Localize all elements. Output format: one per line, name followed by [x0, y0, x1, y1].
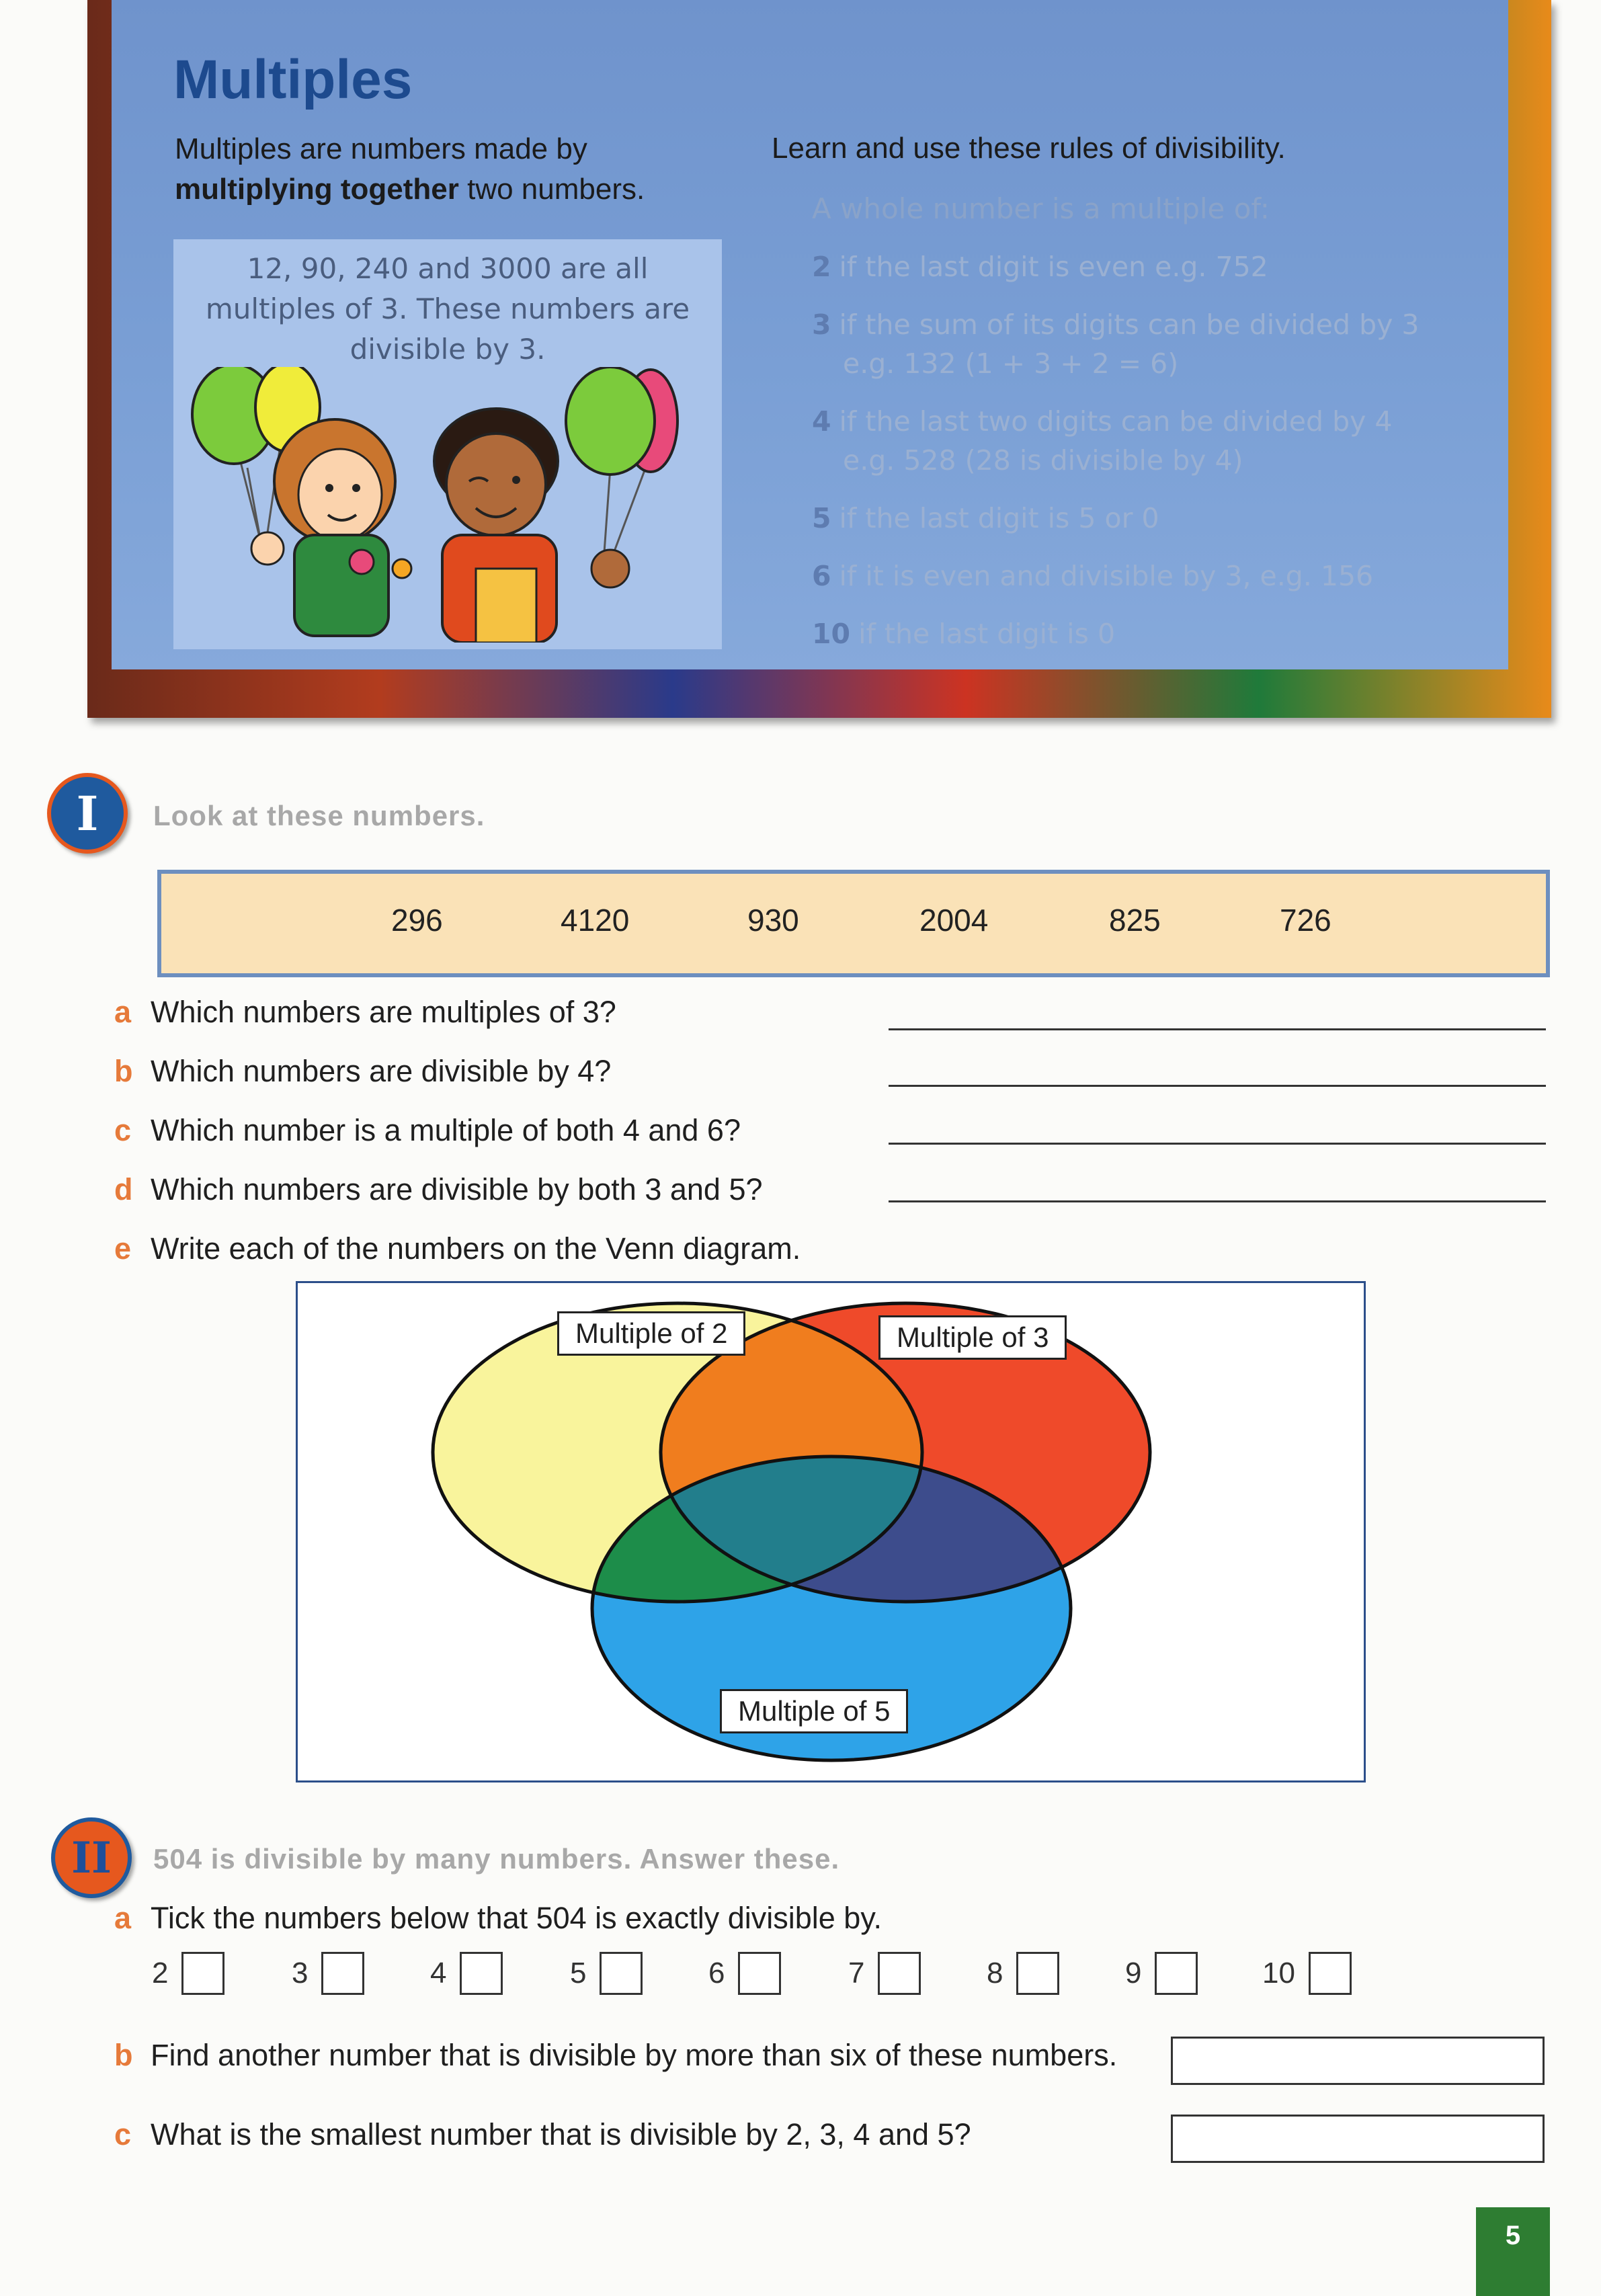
tick-item-2 [152, 1952, 224, 1995]
rule-item [812, 557, 1484, 596]
question-text: Which number is a multiple of both 4 and 6? [151, 1113, 741, 1147]
intro-text [175, 129, 753, 210]
tick-number: 5 [570, 1957, 587, 1990]
tick-item-7 [848, 1952, 921, 1995]
tick-box[interactable] [1309, 1952, 1352, 1995]
tick-number: 10 [1262, 1957, 1295, 1990]
tick-item-4 [430, 1952, 503, 1995]
rule-text: if the last two digits can be divided by 4 [839, 405, 1393, 438]
rule-example: e.g. 528 (28 is divisible by 4) [843, 444, 1243, 477]
question-text: Which numbers are multiples of 3? [151, 995, 616, 1029]
question-letter: a [114, 1901, 132, 1935]
rule-number: 5 [812, 502, 831, 534]
tick-box[interactable] [321, 1952, 364, 1995]
question-1a [114, 995, 616, 1030]
tick-item-5 [570, 1952, 643, 1995]
question-2c [114, 2117, 971, 2152]
numbers-strip [157, 870, 1550, 977]
question-1b [114, 1054, 611, 1089]
question-1c [114, 1113, 741, 1148]
rule-text: if the last digit is 5 or 0 [839, 502, 1159, 534]
tick-item-6 [708, 1952, 781, 1995]
tick-box[interactable] [1016, 1952, 1059, 1995]
rule-item [812, 247, 1484, 286]
rule-number: 4 [812, 405, 831, 438]
number-item: 930 [747, 903, 799, 938]
question-letter: e [114, 1231, 132, 1266]
rule-number: 2 [812, 251, 831, 283]
page-title: Multiples [173, 49, 413, 110]
tick-box[interactable] [460, 1952, 503, 1995]
question-2a [114, 1901, 882, 1936]
tick-number: 7 [848, 1957, 865, 1990]
rule-item [812, 402, 1484, 480]
tick-box[interactable] [738, 1952, 781, 1995]
tick-item-9 [1125, 1952, 1198, 1995]
tick-box[interactable] [181, 1952, 224, 1995]
venn-label-multiple-of-2: Multiple of 2 [557, 1311, 745, 1356]
rules-lead: A whole number is a multiple of: [812, 192, 1270, 225]
question-1e [114, 1231, 800, 1266]
example-box [173, 239, 722, 649]
question-2b [114, 2038, 1117, 2073]
question-letter: a [114, 995, 132, 1029]
divisibility-rules-list [812, 247, 1484, 672]
rule-item [812, 305, 1484, 383]
rule-text: if it is even and divisible by 3, e.g. 156 [839, 560, 1374, 592]
tick-number: 9 [1125, 1957, 1142, 1990]
rule-number: 6 [812, 560, 831, 592]
venn-diagram[interactable] [296, 1281, 1366, 1782]
question-1d [114, 1172, 763, 1207]
answer-line-1b[interactable] [889, 1085, 1546, 1087]
section-1-title: Look at these numbers. [153, 800, 485, 831]
question-letter: b [114, 2038, 133, 2072]
tick-item-8 [987, 1952, 1059, 1995]
rule-example: e.g. 132 (1 + 3 + 2 = 6) [843, 347, 1179, 380]
answer-line-1c[interactable] [889, 1143, 1546, 1145]
question-text: Write each of the numbers on the Venn diagram. [151, 1231, 801, 1266]
answer-line-1d[interactable] [889, 1200, 1546, 1202]
rule-number: 3 [812, 309, 831, 341]
intro-rest: two numbers. [458, 173, 645, 206]
tick-box[interactable] [1155, 1952, 1198, 1995]
rule-number: 10 [812, 618, 851, 650]
rule-item [812, 499, 1484, 538]
intro-bold: multiplying together [175, 173, 459, 206]
question-letter: b [114, 1054, 133, 1088]
rule-text: if the last digit is 0 [858, 618, 1116, 650]
answer-box-2c[interactable] [1171, 2115, 1545, 2163]
tick-item-3 [292, 1952, 364, 1995]
rule-text: if the last digit is even e.g. 752 [839, 251, 1268, 283]
example-text: 12, 90, 240 and 3000 are all multiples of 3. These numbers are divisible by 3. [205, 252, 690, 366]
intro-line1: Multiples are numbers made by [175, 132, 587, 165]
venn-label-multiple-of-3: Multiple of 3 [878, 1315, 1067, 1360]
answer-box-2b[interactable] [1171, 2037, 1545, 2085]
section-badge-1: I [47, 773, 128, 854]
question-text: Find another number that is divisible by more than six of these numbers. [151, 2038, 1118, 2072]
number-item: 825 [1109, 903, 1161, 938]
tick-number: 2 [152, 1957, 169, 1990]
number-item: 4120 [561, 903, 630, 938]
question-text: What is the smallest number that is divisible by 2, 3, 4 and 5? [151, 2117, 971, 2151]
number-item: 2004 [919, 903, 989, 938]
number-item: 296 [391, 903, 443, 938]
answer-line-1a[interactable] [889, 1028, 1546, 1030]
rules-intro: Learn and use these rules of divisibility. [772, 132, 1286, 165]
question-letter: d [114, 1172, 133, 1206]
question-text: Which numbers are divisible by 4? [151, 1054, 612, 1088]
question-text: Which numbers are divisible by both 3 and 5? [151, 1172, 763, 1206]
question-letter: c [114, 2117, 132, 2151]
tick-number: 6 [708, 1957, 725, 1990]
number-item: 726 [1280, 903, 1331, 938]
rule-item [812, 614, 1484, 653]
question-text: Tick the numbers below that 504 is exactly divisible by. [151, 1901, 882, 1935]
tick-box[interactable] [600, 1952, 643, 1995]
children-balloons-illustration [180, 367, 715, 643]
venn-label-multiple-of-5: Multiple of 5 [720, 1689, 908, 1733]
tick-number: 3 [292, 1957, 309, 1990]
tick-number: 8 [987, 1957, 1003, 1990]
tick-number: 4 [430, 1957, 447, 1990]
tick-box[interactable] [878, 1952, 921, 1995]
tick-item-10 [1262, 1952, 1352, 1995]
section-2-title: 504 is divisible by many numbers. Answer these. [153, 1843, 840, 1875]
section-badge-2: II [51, 1817, 132, 1898]
question-letter: c [114, 1113, 132, 1147]
rule-text: if the sum of its digits can be divided by 3 [839, 309, 1420, 341]
page-number: 5 [1476, 2207, 1550, 2296]
